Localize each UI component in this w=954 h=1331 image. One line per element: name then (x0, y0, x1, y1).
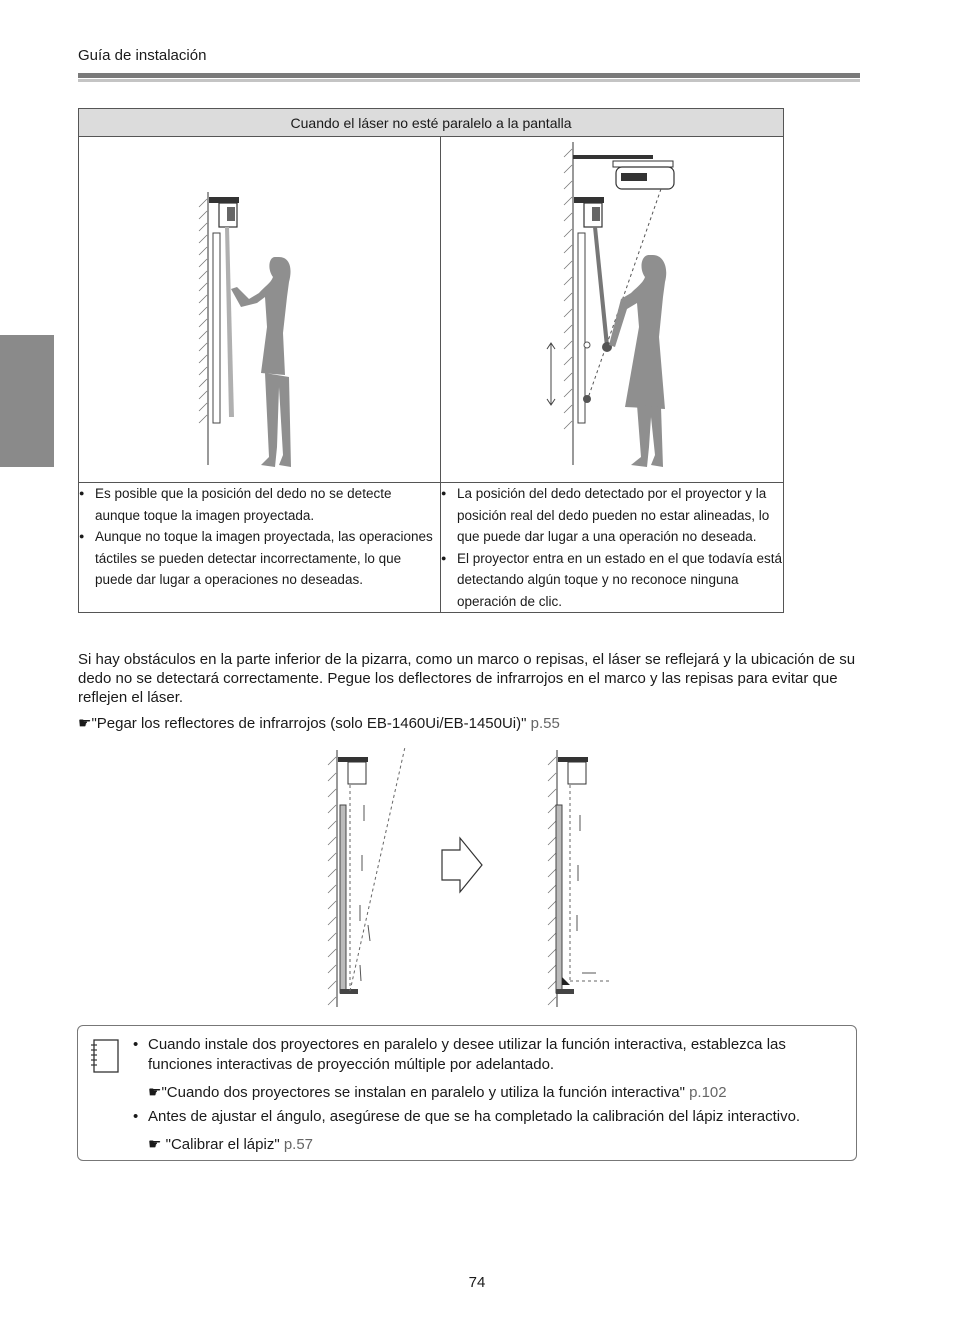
notes-left (79, 483, 441, 613)
note-item-2-xref-page[interactable]: p.57 (283, 1136, 314, 1153)
figure-laser-angled-out (441, 137, 784, 483)
note-item-2-text: Antes de ajustar el ángulo, asegúrese de que se ha completado la calibración del lápiz interactivo. (148, 1108, 801, 1125)
note-item-1-xref-title: "Cuando dos proyectores se instalan en paralelo y utiliza la función interactiva" (161, 1084, 685, 1101)
after-illustration (548, 750, 610, 1007)
deflector-before-after-figure (320, 745, 620, 1010)
figure-laser-angled-down (79, 137, 441, 483)
note-item-1-text: Cuando instale dos proyectores en paralelo y desee utilizar la función interactiva, establezca las funciones interactivas de proyección múltiple por adelantado. (148, 1036, 786, 1073)
right-arrow-icon (442, 838, 482, 892)
pointing-hand-icon: ☛ (148, 1136, 162, 1153)
pointing-hand-icon: ☛ (78, 715, 92, 732)
note-left-1: ● Es posible que la posición del dedo no se detecte aunque toque la imagen proyectada. (79, 483, 440, 526)
note-right-1: ● La posición del dedo detectado por el proyector y la posición real del dedo pueden no estar alineadas, lo que puede dar lugar a una operación no deseada. (441, 483, 783, 548)
note-item-1 (130, 1035, 850, 1103)
xref-title: "Pegar los reflectores de infrarrojos (solo EB-1460Ui/EB-1450Ui)" (91, 715, 527, 732)
memo-notebook-icon (90, 1038, 122, 1074)
note-item-1-xref-page[interactable]: p.102 (689, 1084, 727, 1101)
body-paragraph: Si hay obstáculos en la parte inferior de la pizarra, como un marco o repisas, el láser se reflejará y la ubicación de su dedo no se detectará correctamente. Pegue los deflectores de infrarrojos en el marco y las repisas para evitar que reflejen el láser. (78, 651, 856, 706)
note-item-1-xref[interactable] (148, 1083, 850, 1103)
note-item-2-xref[interactable] (148, 1135, 850, 1155)
note-left-2: ● Aunque no toque la imagen proyectada, las operaciones táctiles se pueden detectar incorrectamente, lo que puede dar lugar a operaciones no deseadas. (79, 526, 440, 591)
notes-right (441, 483, 784, 613)
before-illustration (328, 747, 405, 1007)
header-rule (78, 73, 860, 78)
cross-reference-link[interactable] (78, 714, 560, 732)
chapter-side-tab (0, 335, 54, 467)
header-title: Guía de instalación (78, 47, 207, 64)
note-item-2-xref-title: "Calibrar el lápiz" (161, 1136, 280, 1153)
header-rule-light (78, 79, 860, 82)
xref-page[interactable]: p.55 (530, 715, 560, 732)
pointing-hand-icon: ☛ (148, 1084, 162, 1101)
note-box (77, 1025, 857, 1161)
table-heading: Cuando el láser no esté paralelo a la pantalla (79, 109, 784, 137)
note-item-2 (130, 1107, 850, 1155)
comparison-table (78, 108, 784, 613)
page-number: 74 (468, 1274, 486, 1291)
note-right-2: ● El proyector entra en un estado en el que todavía está detectando algún toque y no reconoce ninguna operación de clic. (441, 548, 783, 613)
